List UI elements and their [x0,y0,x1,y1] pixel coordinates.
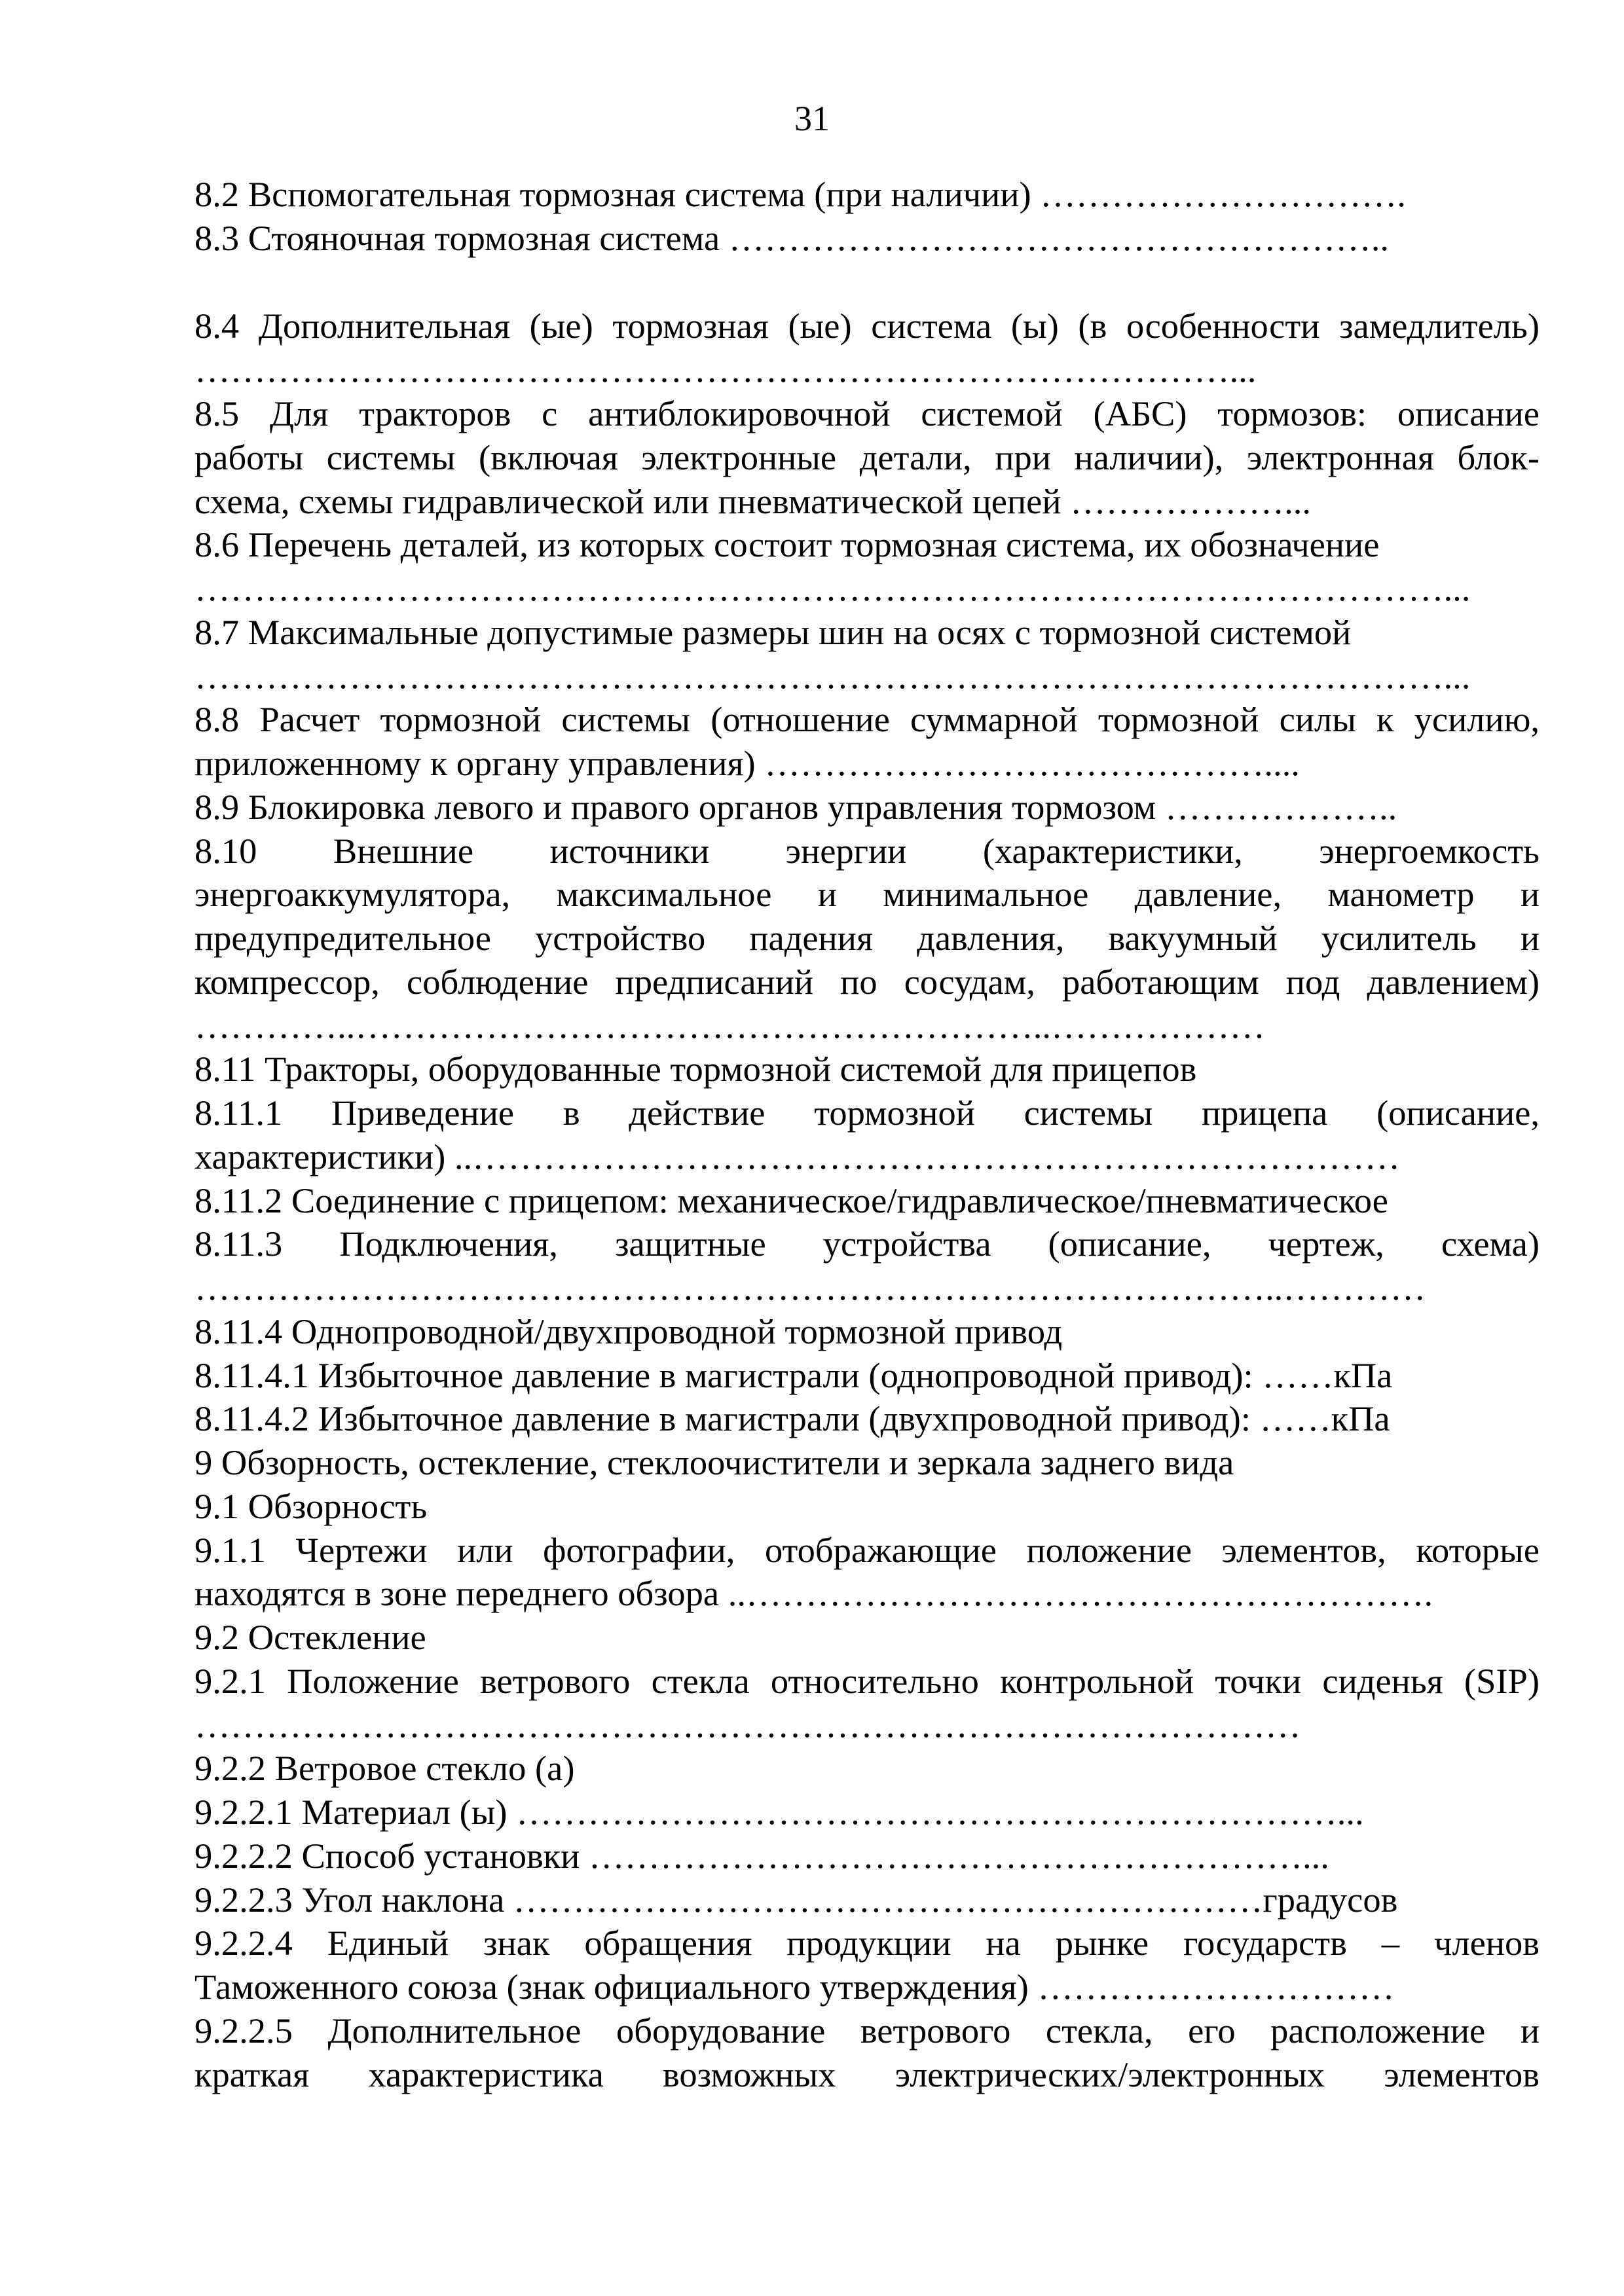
text-line: 9.2.2 Ветровое стекло (а) [194,1748,575,1788]
text-line: ……………………………………………………………………………………………... [194,656,1471,696]
text-line: 9.2.2.5 Дополнительное оборудование ветрового стекла, его расположение и [194,2011,1540,2050]
text-line: 8.2 Вспомогательная тормозная система (при наличии) …………………………. [194,174,1406,214]
text-line: энергоаккумулятора, максимальное и минимальное давление, манометр и [194,874,1540,914]
text-line: 8.11.4 Однопроводной/двухпроводной тормозной привод [194,1311,1063,1351]
text-line: 9.2.2.2 Способ установки ……………………………………………………... [194,1836,1329,1876]
text-line: краткая характеристика возможных электрических/электронных элементов [194,2054,1540,2094]
text-line: 9.2.2.4 Единый знак обращения продукции на рынке государств – членов [194,1923,1540,1963]
text-line: 9.2 Остекление [194,1617,426,1657]
text-line: ………………………………………………………………………………… [194,1705,1301,1745]
text-line: 8.8 Расчет тормозной системы (отношение суммарной тормозной силы к усилию, [194,699,1540,739]
text-line: предупредительное устройство падения давления, вакуумный усилитель и [194,918,1540,958]
text-line: компрессор, соблюдение предписаний по сосудам, работающим под давлением) [194,962,1540,1002]
text-line: работы системы (включая электронные детали, при наличии), электронная блок- [194,437,1540,477]
text-line: 8.11.1 Приведение в действие тормозной системы прицепа (описание, [194,1093,1540,1133]
text-line: 8.11 Тракторы, оборудованные тормозной системой для прицепов [194,1049,1197,1089]
text-line: 8.5 Для тракторов с антиблокировочной системой (АБС) тормозов: описание [194,393,1540,433]
text-line: 9.1.1 Чертежи или фотографии, отображающие положение элементов, которые [194,1530,1540,1570]
text-line: 8.11.2 Соединение с прицепом: механическое/гидравлическое/пневматическое [194,1180,1388,1220]
text-line: ……………………………………………………………………………………………... [194,568,1471,608]
text-line: 8.6 Перечень деталей, из которых состоит тормозная система, их обозначение [194,524,1380,564]
page-number: 31 [794,99,830,138]
text-line: 8.11.4.2 Избыточное давление в магистрали (двухпроводной привод): ……кПа [194,1398,1390,1438]
text-line: схема, схемы гидравлической или пневматической цепей ………………... [194,481,1311,521]
text-line: 9.2.1 Положение ветрового стекла относительно контрольной точки сиденья (SIP) [194,1661,1540,1701]
text-line: 8.9 Блокировка левого и правого органов управления тормозом ……………….. [194,787,1397,827]
text-line: Таможенного союза (знак официального утверждения) ………………………… [194,1967,1395,2007]
text-line: ………………………………………………………………………………..………… [194,1267,1426,1307]
text-line: …………..…………………………………………………..……………… [194,1006,1265,1046]
text-line: 8.10 Внешние источники энергии (характеристики, энергоемкость [194,831,1540,871]
text-line: 9.1 Обзорность [194,1486,428,1526]
text-line: 8.11.4.1 Избыточное давление в магистрали (однопроводной привод): ……кПа [194,1355,1393,1395]
text-line: 9.2.2.3 Угол наклона ………………………………………………………градусов [194,1880,1398,1920]
text-line: приложенному к органу управления) …………………………………….... [194,743,1300,783]
text-line: 9.2.2.1 Материал (ы) ……………………………………………………………... [194,1792,1364,1832]
text-line: 8.4 Дополнительная (ые) тормозная (ые) система (ы) (в особенности замедлитель) [194,306,1540,346]
text-line: ……………………………………………………………………………... [194,350,1257,390]
text-line: находятся в зоне переднего обзора ..…………………………………………………. [194,1573,1433,1613]
text-line: 8.11.3 Подключения, защитные устройства (описание, чертеж, схема) [194,1224,1540,1264]
text-line: 9 Обзорность, остекление, стеклоочистители и зеркала заднего вида [194,1442,1234,1482]
text-line: 8.3 Стояночная тормозная система ……………………………………………….. [194,218,1390,258]
text-line: характеристики) ..…………………………………………………………………… [194,1137,1401,1176]
text-line: 8.7 Максимальные допустимые размеры шин на осях с тормозной системой [194,612,1352,652]
